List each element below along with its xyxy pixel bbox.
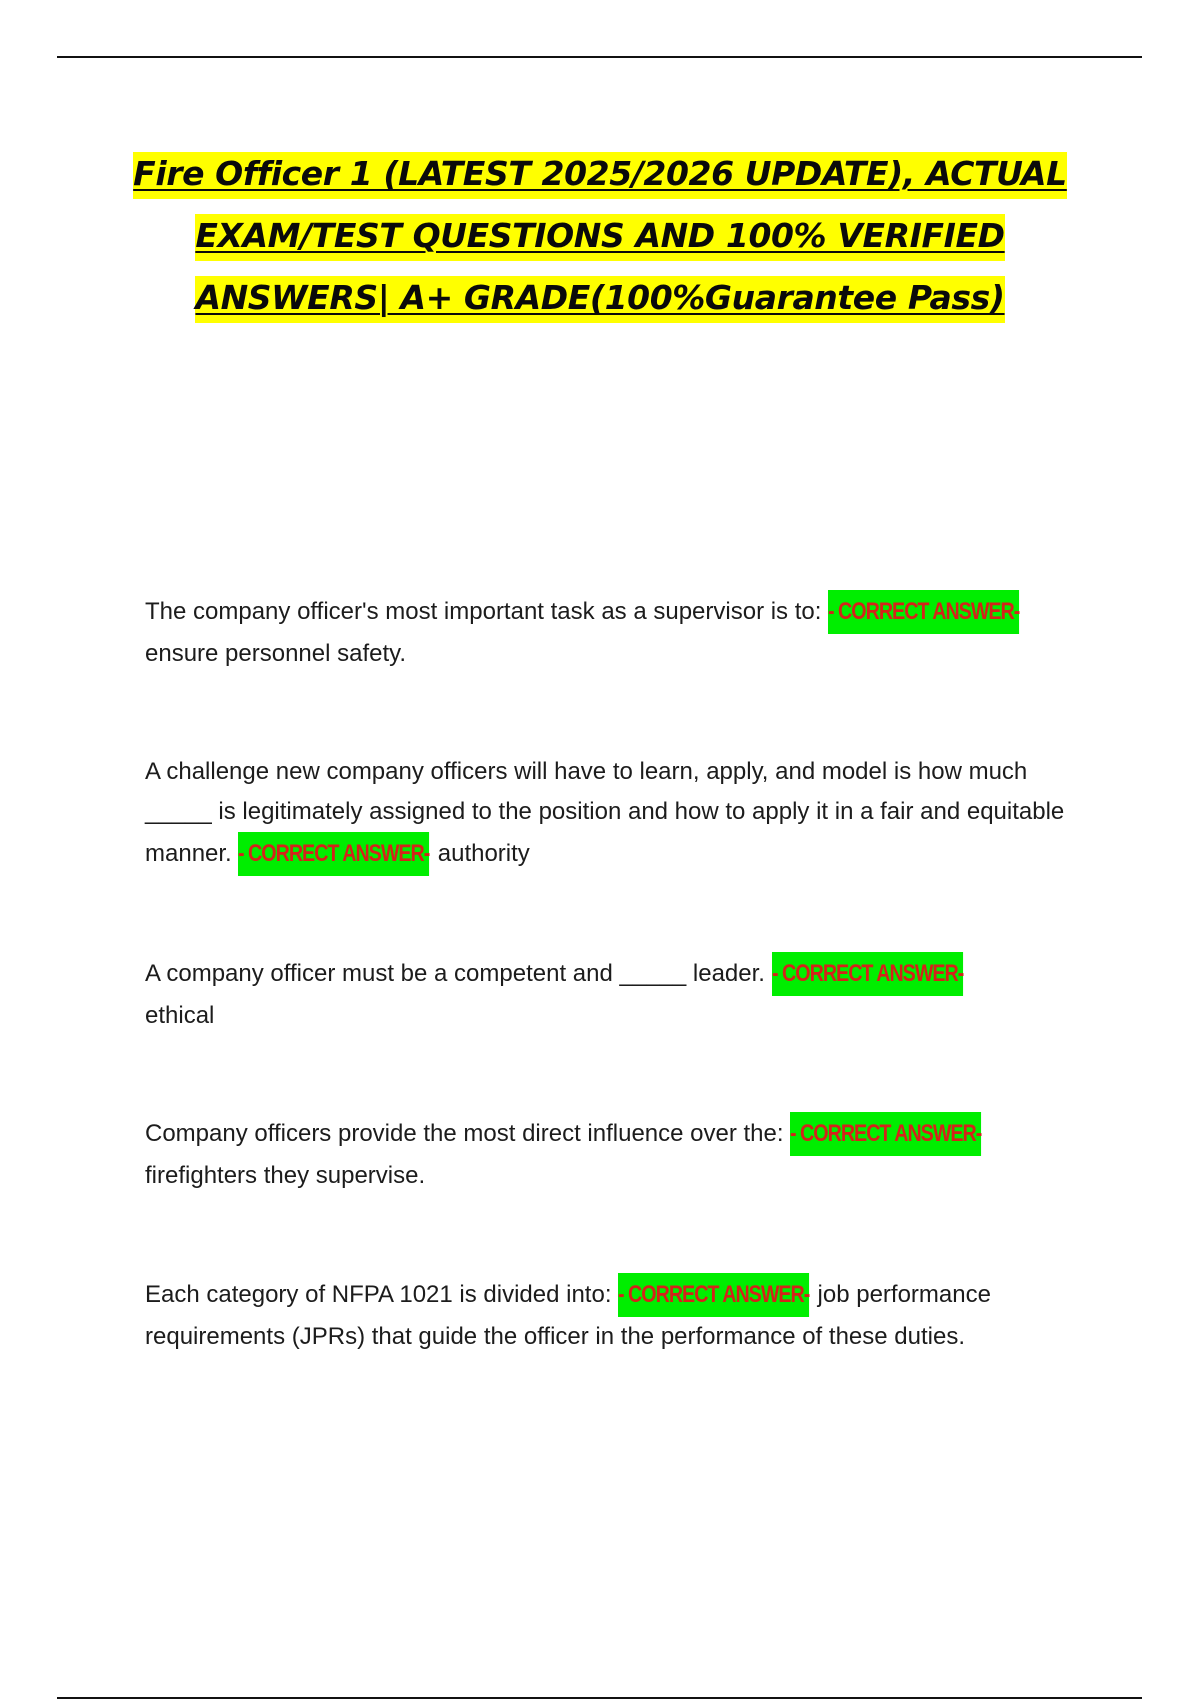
qa-item-1 [145,590,1085,674]
question-text: A company officer must be a competent and _____ leader. [145,960,765,987]
answer-text: ethical [145,1002,215,1029]
qa-item-2 [145,752,1085,876]
qa-item-4 [145,1112,1085,1196]
answer-text: job performance requirements (JPRs) that guide the officer in the performance of these duties. [145,1281,991,1350]
question-text: Each category of NFPA 1021 is divided into: [145,1281,612,1308]
correct-answer-tag: - CORRECT ANSWER- [790,1112,981,1156]
bottom-rule [57,1697,1142,1699]
answer-text: firefighters they supervise. [145,1162,426,1189]
answer-text: authority [437,840,530,867]
correct-answer-tag: - CORRECT ANSWER- [238,832,429,876]
document-title [100,143,1100,329]
answer-text: ensure personnel safety. [145,640,407,667]
question-text: A challenge new company officers will have to learn, apply, and model is how much _____ is legitimately assigned to the position and how to apply it in a fair and equitable manner. [145,758,1065,867]
top-rule [57,56,1142,58]
qa-item-3 [145,952,1085,1036]
title-highlight: Fire Officer 1 (LATEST 2025/2026 UPDATE), ACTUAL EXAM/TEST QUESTIONS AND 100% VERIFIED ANSWERS| A+ GRADE(100%Guarantee Pass) [133,152,1067,323]
correct-answer-tag: - CORRECT ANSWER- [618,1273,809,1317]
correct-answer-tag: - CORRECT ANSWER- [772,952,963,996]
qa-item-5 [145,1273,1085,1357]
question-text: Company officers provide the most direct influence over the: [145,1120,784,1147]
question-text: The company officer's most important task as a supervisor is to: [145,598,822,625]
correct-answer-tag: - CORRECT ANSWER- [828,590,1019,634]
